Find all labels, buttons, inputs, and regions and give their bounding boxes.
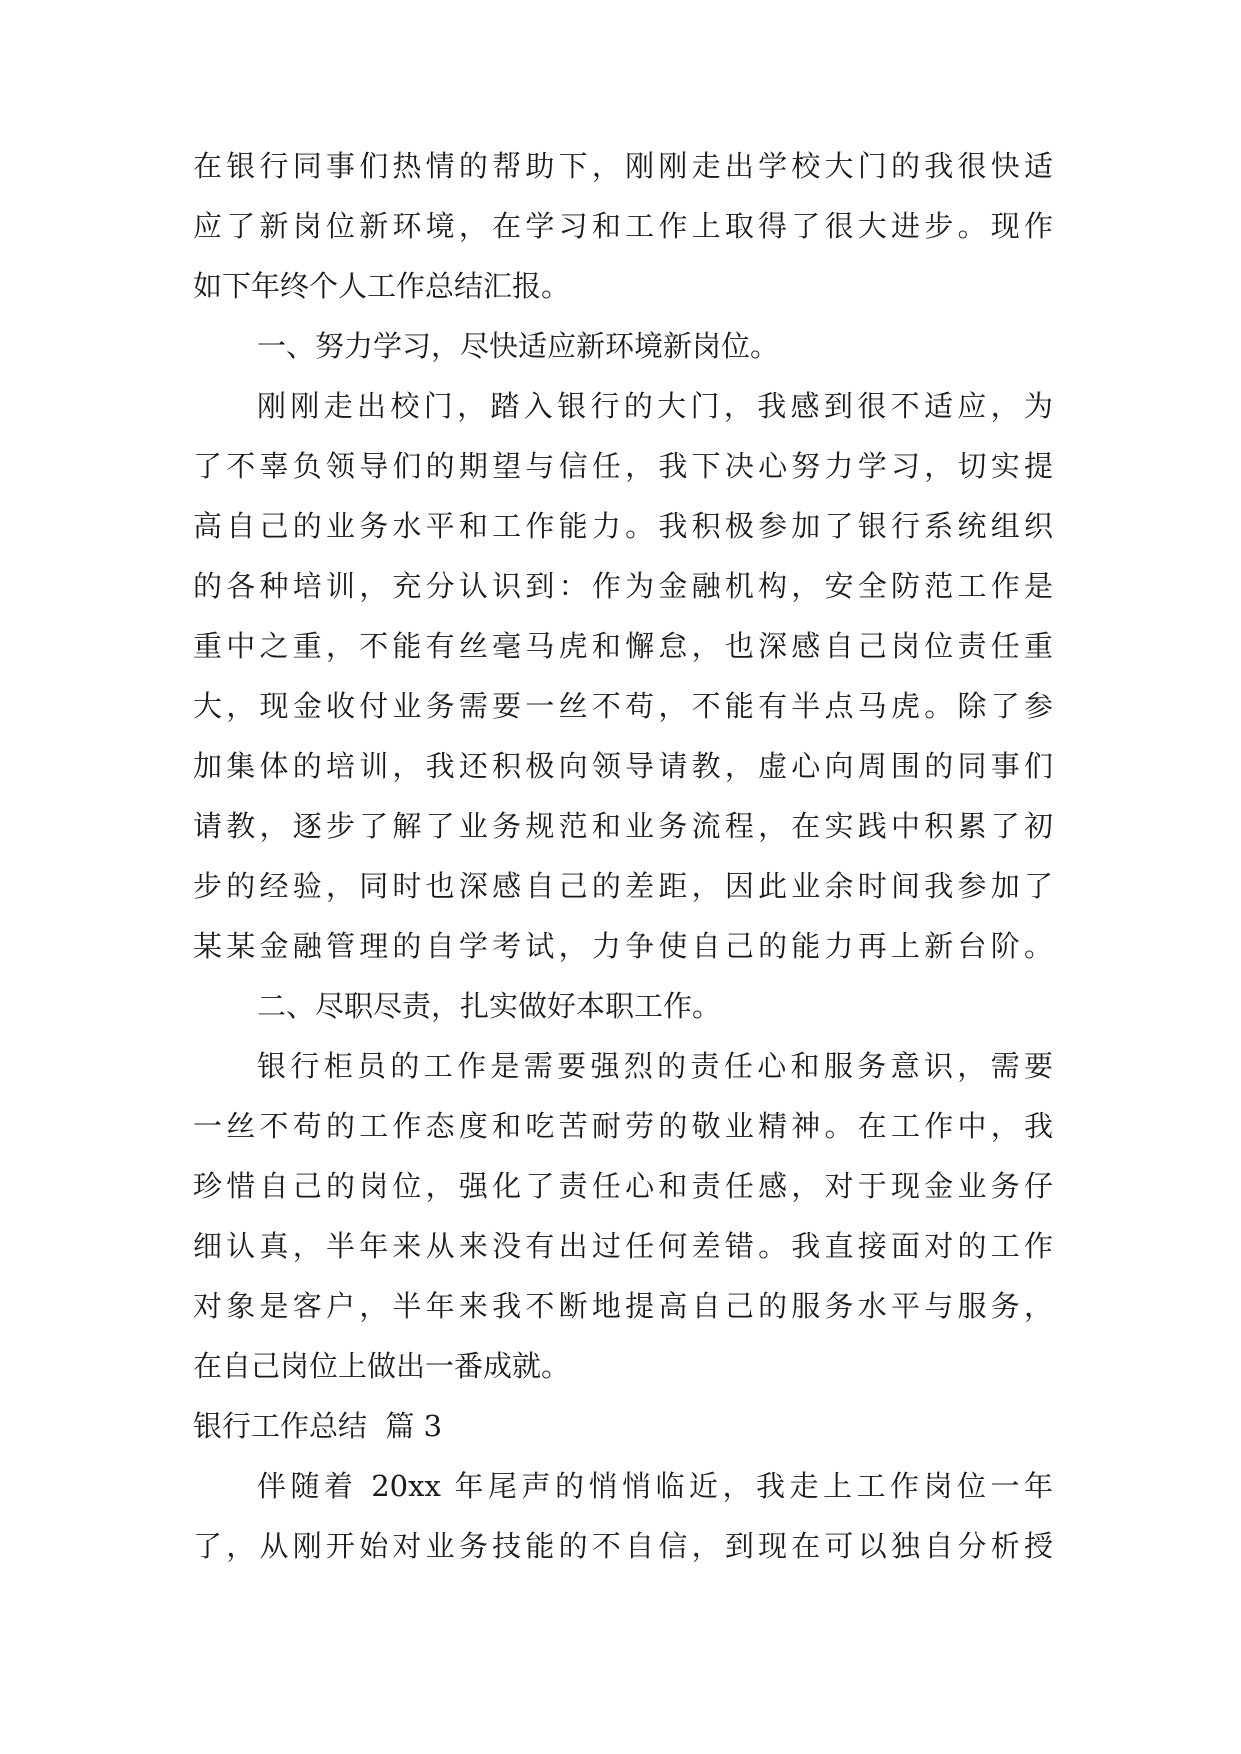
paragraph-line: 加集体的培训，我还积极向领导请教，虚心向周围的同事们 [193, 749, 1053, 783]
paragraph-line: 了不辜负领导们的期望与信任，我下决心努力学习，切实提 [193, 449, 1053, 483]
paragraph-line: 如下年终个人工作总结汇报。 [193, 269, 571, 303]
paragraph-line: 珍惜自己的岗位，强化了责任心和责任感，对于现金业务仔 [193, 1169, 1053, 1203]
section-heading-1: 一、努力学习，尽快适应新环境新岗位。 [257, 329, 780, 363]
paragraph-line: 一丝不苟的工作态度和吃苦耐劳的敬业精神。在工作中，我 [193, 1109, 1053, 1143]
paragraph-line: 对象是客户，半年来我不断地提高自己的服务水平与服务， [193, 1289, 1053, 1323]
paragraph-line: 在自己岗位上做出一番成就。 [193, 1349, 571, 1383]
paragraph-line: 的各种培训，充分认识到：作为金融机构，安全防范工作是 [193, 569, 1053, 603]
paragraph-line: 重中之重，不能有丝毫马虎和懈怠，也深感自己岗位责任重 [193, 629, 1053, 663]
paragraph-line: 在银行同事们热情的帮助下，刚刚走出学校大门的我很快适 [193, 149, 1053, 183]
paragraph-line: 某某金融管理的自学考试，力争使自己的能力再上新台阶。 [193, 929, 1053, 963]
paragraph-line: 刚刚走出校门，踏入银行的大门，我感到很不适应，为 [257, 389, 1053, 423]
paragraph-line: 步的经验，同时也深感自己的差距，因此业余时间我参加了 [193, 869, 1053, 903]
paragraph-line: 高自己的业务水平和工作能力。我积极参加了银行系统组织 [193, 509, 1053, 543]
paragraph-line: 了，从刚开始对业务技能的不自信，到现在可以独自分析授 [193, 1529, 1053, 1563]
paragraph-line: 细认真，半年来从来没有出过任何差错。我直接面对的工作 [193, 1229, 1053, 1263]
paragraph-line: 银行柜员的工作是需要强烈的责任心和服务意识，需要 [257, 1049, 1053, 1083]
section-heading-2: 二、尽职尽责，扎实做好本职工作。 [257, 989, 722, 1023]
paragraph-line: 请教，逐步了解了业务规范和业务流程，在实践中积累了初 [193, 809, 1053, 843]
paragraph-line: 应了新岗位新环境，在学习和工作上取得了很大进步。现作 [193, 209, 1053, 243]
paragraph-line: 伴随着 20xx 年尾声的悄悄临近，我走上工作岗位一年 [257, 1469, 1053, 1503]
paragraph-line: 大，现金收付业务需要一丝不苟，不能有半点马虎。除了参 [193, 689, 1053, 723]
chapter-title: 银行工作总结 篇 3 [193, 1409, 443, 1443]
